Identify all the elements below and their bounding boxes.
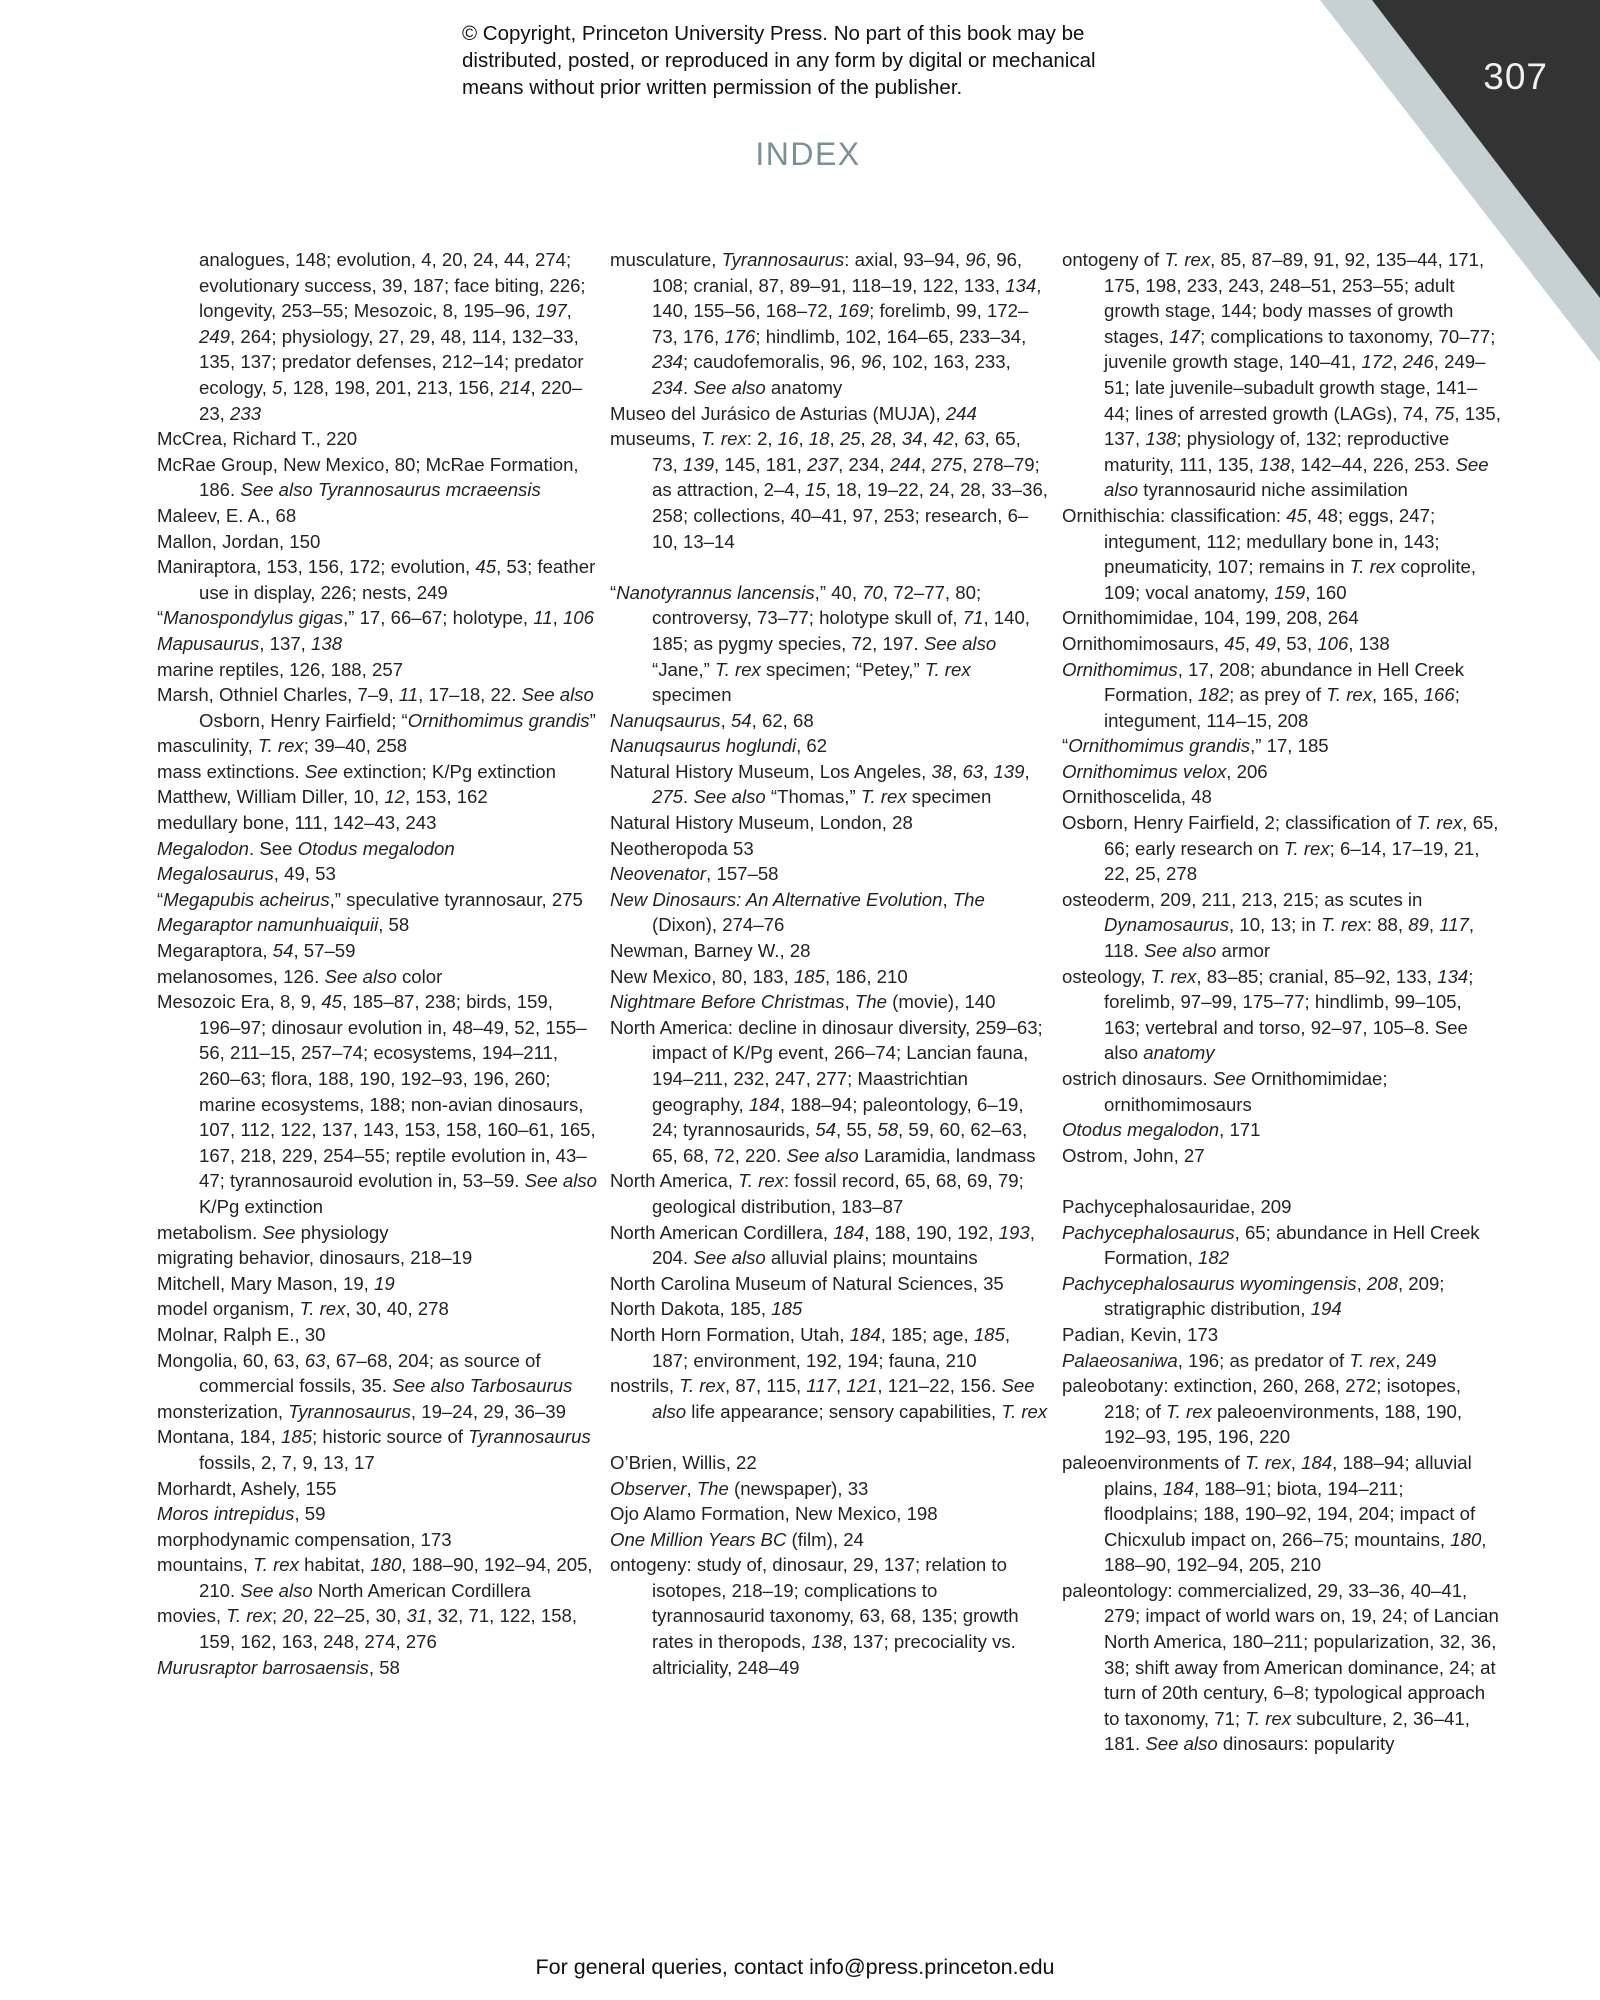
index-entry: monsterization, Tyrannosaurus, 19–24, 29, 36–39 xyxy=(157,1400,566,1422)
index-entry: Natural History Museum, London, 28 xyxy=(610,812,913,834)
index-entry: Nanuqsaurus hoglundi, 62 xyxy=(610,735,828,757)
index-entry: paleontology: commercialized, 29, 33–36, 40–41, 279; impact of world wars on, 19, 24; of Lancian North America, 180–211; popularization, 32, 36, 38; shift away from American dominance, 24; at turn of 20th century, 6–8; typological approach to taxonomy, 71; T. rex subculture, 2, 36–41, 181. See also dinosaurs: popularity xyxy=(1062,1579,1499,1755)
page-number: 307 xyxy=(1483,56,1548,97)
index-entry: ostrich dinosaurs. See Ornithomimidae; ornithomimosaurs xyxy=(1062,1068,1388,1115)
index-entry: migrating behavior, dinosaurs, 218–19 xyxy=(157,1247,473,1269)
index-entry: New Dinosaurs: An Alternative Evolution, The (Dixon), 274–76 xyxy=(610,888,985,936)
index-entry: Otodus megalodon, 171 xyxy=(1062,1119,1261,1141)
index-entry: Nightmare Before Christmas, The (movie), 140 xyxy=(610,991,996,1013)
index-entry: paleoenvironments of T. rex, 184, 188–94; alluvial plains, 184, 188–91; biota, 194–211; floodplains; 188, 190–92, 194, 204; impact of Chicxulub impact on, 266–75; mountains, 180, 188–90, 192–94, 205, 210 xyxy=(1062,1451,1487,1576)
index-entry: North Horn Formation, Utah, 184, 185; age, 185, 187; environment, 192, 194; fauna, 210 xyxy=(610,1323,1011,1371)
index-entry: medullary bone, 111, 142–43, 243 xyxy=(157,812,437,834)
index-entry: Pachycephalosaurus wyomingensis, 208, 209; stratigraphic distribution, 194 xyxy=(1062,1272,1445,1320)
index-entry: Marsh, Othniel Charles, 7–9, 11, 17–18, 22. See also Osborn, Henry Fairfield; “Ornithomimus grandis” xyxy=(157,684,596,731)
index-entry: Montana, 184, 185; historic source of Tyrannosaurus fossils, 2, 7, 9, 13, 17 xyxy=(157,1426,591,1473)
index-entry: Morhardt, Ashely, 155 xyxy=(157,1477,337,1499)
index-entry: McCrea, Richard T., 220 xyxy=(157,428,358,450)
copyright-line: distributed, posted, or reproduced in any form by digital or mechanical xyxy=(462,49,1096,72)
index-entry: Pachycephalosauridae, 209 xyxy=(1062,1195,1292,1217)
index-spacer xyxy=(610,1424,1050,1450)
index-entry: One Million Years BC (film), 24 xyxy=(610,1528,864,1550)
index-entry: osteology, T. rex, 83–85; cranial, 85–92, 133, 134; forelimb, 97–99, 175–77; hindlimb, 99–105, 163; vertebral and torso, 92–97, 105–8. See also anatomy xyxy=(1062,965,1474,1064)
index-entry: ontogeny of T. rex, 85, 87–89, 91, 92, 135–44, 171, 175, 198, 233, 243, 248–51, 253–55; adult growth stage, 144; body masses of growth stages, 147; complications to taxonomy, 70–77; juvenile growth stage, 140–41, 172, 246, 249–51; late juvenile–subadult growth stage, 141–44; lines of arrested growth (LAGs), 74, 75, 135, 137, 138; physiology of, 132; reproductive maturity, 111, 135, 138, 142–44, 226, 253. See also tyrannosaurid niche assimilation xyxy=(1062,249,1501,501)
index-entry: New Mexico, 80, 183, 185, 186, 210 xyxy=(610,965,908,987)
index-entry: Neovenator, 157–58 xyxy=(610,863,779,885)
index-entry: Megaraptor namunhuaiquii, 58 xyxy=(157,914,410,936)
index-entry: Matthew, William Diller, 10, 12, 153, 162 xyxy=(157,786,488,808)
index-entry: North America: decline in dinosaur diversity, 259–63; impact of K/Pg event, 266–74; Lancian fauna, 194–211, 232, 247, 277; Maastrichtian geography, 184, 188–94; paleontology, 6–19, 24; tyrannosaurids, 54, 55, 58, 59, 60, 62–63, 65, 68, 72, 220. See also Laramidia, landmass xyxy=(610,1016,1043,1166)
index-entry: movies, T. rex; 20, 22–25, 30, 31, 32, 71, 122, 158, 159, 162, 163, 248, 274, 276 xyxy=(157,1605,578,1653)
index-entry: Mapusaurus, 137, 138 xyxy=(157,632,343,654)
index-entry: Pachycephalosaurus, 65; abundance in Hell Creek Formation, 182 xyxy=(1062,1221,1480,1269)
copyright-line: means without prior written permission of the publisher. xyxy=(462,76,963,99)
index-entry: metabolism. See physiology xyxy=(157,1221,389,1243)
index-entry: Osborn, Henry Fairfield, 2; classification of T. rex, 65, 66; early research on T. rex; 6–14, 17–19, 21, 22, 25, 278 xyxy=(1062,812,1499,885)
index-entry: nostrils, T. rex, 87, 115, 117, 121, 121–22, 156. See also life appearance; sensory capabilities, T. rex xyxy=(610,1375,1048,1422)
index-entry: museums, T. rex: 2, 16, 18, 25, 28, 34, 42, 63, 65, 73, 139, 145, 181, 237, 234, 244, 275, 278–79; as attraction, 2–4, 15, 18, 19–22, 24, 28, 33–36, 258; collections, 40–41, 97, 253; research, 6–10, 13–14 xyxy=(610,428,1048,552)
index-entry: Ornithomimosaurs, 45, 49, 53, 106, 138 xyxy=(1062,632,1390,654)
index-entry: Molnar, Ralph E., 30 xyxy=(157,1323,326,1345)
index-entry: model organism, T. rex, 30, 40, 278 xyxy=(157,1298,449,1320)
index-entry: ontogeny: study of, dinosaur, 29, 137; relation to isotopes, 218–19; complications to tyrannosaurid taxonomy, 63, 68, 135; growth rates in theropods, 138, 137; precociality vs. altriciality, 248–49 xyxy=(610,1554,1019,1678)
index-entry: “Ornithomimus grandis,” 17, 185 xyxy=(1062,735,1329,757)
index-entry: melanosomes, 126. See also color xyxy=(157,965,443,987)
index-column-2 xyxy=(610,247,1050,1680)
index-entry: North Carolina Museum of Natural Sciences, 35 xyxy=(610,1272,1004,1294)
index-entry: morphodynamic compensation, 173 xyxy=(157,1528,452,1550)
index-entry: “Manospondylus gigas,” 17, 66–67; holotype, 11, 106 xyxy=(157,607,594,629)
index-entry: Ornithoscelida, 48 xyxy=(1062,786,1212,808)
index-entry: Maniraptora, 153, 156, 172; evolution, 45, 53; feather use in display, 226; nests, 249 xyxy=(157,556,596,603)
index-entry: Megaraptora, 54, 57–59 xyxy=(157,940,356,962)
index-spacer xyxy=(1062,1168,1502,1194)
index-column-3 xyxy=(1062,247,1502,1757)
index-entry: Ornithomimidae, 104, 199, 208, 264 xyxy=(1062,607,1359,629)
index-entry: osteoderm, 209, 211, 213, 215; as scutes in Dynamosaurus, 10, 13; in T. rex: 88, 89, 117, 118. See also armor xyxy=(1062,888,1475,962)
index-entry: Palaeosaniwa, 196; as predator of T. rex, 249 xyxy=(1062,1349,1437,1371)
index-entry: North America, T. rex: fossil record, 65, 68, 69, 79; geological distribution, 183–87 xyxy=(610,1170,1024,1217)
index-entry: musculature, Tyrannosaurus: axial, 93–94, 96, 96, 108; cranial, 87, 89–91, 118–19, 122, 133, 134, 140, 155–56, 168–72, 169; forelimb, 99, 172–73, 176, 176; hindlimb, 102, 164–65, 233–34, 234; caudofemoralis, 96, 96, 102, 163, 233, 234. See also anatomy xyxy=(610,249,1042,398)
index-entry: Museo del Jurásico de Asturias (MUJA), 244 xyxy=(610,402,977,424)
index-entry: Megalosaurus, 49, 53 xyxy=(157,863,336,885)
index-entry: “Megapubis acheirus,” speculative tyrannosaur, 275 xyxy=(157,888,583,910)
index-entry: Murusraptor barrosaensis, 58 xyxy=(157,1656,400,1678)
index-entry: Maleev, E. A., 68 xyxy=(157,504,297,526)
footer-contact: For general queries, contact info@press.princeton.edu xyxy=(535,1955,1055,1979)
index-entry: Natural History Museum, Los Angeles, 38, 63, 139, 275. See also “Thomas,” T. rex specimen xyxy=(610,760,1030,808)
index-entry: Megalodon. See Otodus megalodon xyxy=(157,837,455,859)
index-entry: Mitchell, Mary Mason, 19, 19 xyxy=(157,1272,395,1294)
index-entry: mass extinctions. See extinction; K/Pg extinction xyxy=(157,760,556,782)
index-entry: Ornithomimus velox, 206 xyxy=(1062,760,1268,782)
index-spacer xyxy=(610,554,1050,580)
index-entry: Ojo Alamo Formation, New Mexico, 198 xyxy=(610,1503,938,1525)
index-entry: McRae Group, New Mexico, 80; McRae Formation, 186. See also Tyrannosaurus mcraeensis xyxy=(157,453,579,501)
index-entry: Mallon, Jordan, 150 xyxy=(157,530,321,552)
index-entry: North Dakota, 185, 185 xyxy=(610,1298,803,1320)
index-entry: Ostrom, John, 27 xyxy=(1062,1144,1205,1166)
index-entry: Observer, The (newspaper), 33 xyxy=(610,1477,869,1499)
index-entry: masculinity, T. rex; 39–40, 258 xyxy=(157,735,408,757)
index-entry: Ornithomimus, 17, 208; abundance in Hell Creek Formation, 182; as prey of T. rex, 165, 166; integument, 114–15, 208 xyxy=(1062,658,1465,731)
index-entry: Nanuqsaurus, 54, 62, 68 xyxy=(610,709,814,731)
index-entry: North American Cordillera, 184, 188, 190, 192, 193, 204. See also alluvial plains; mountains xyxy=(610,1221,1035,1269)
index-column-1 xyxy=(157,247,597,1680)
index-entry: “Nanotyrannus lancensis,” 40, 70, 72–77, 80; controversy, 73–77; holotype skull of, 71, 140, 185; as pygmy species, 72, 197. See also “Jane,” T. rex specimen; “Petey,” T. rex specimen xyxy=(610,581,1030,706)
index-entry: analogues, 148; evolution, 4, 20, 24, 44, 274; evolutionary success, 39, 187; face biting, 226; longevity, 253–55; Mesozoic, 8, 195–96, 197, 249, 264; physiology, 27, 29, 48, 114, 132–33, 135, 137; predator defenses, 212–14; predator ecology, 5, 128, 198, 201, 213, 156, 214, 220–23, 233 xyxy=(199,249,586,424)
page-title: INDEX xyxy=(755,136,861,172)
index-entry: Moros intrepidus, 59 xyxy=(157,1503,326,1525)
index-entry: Mesozoic Era, 8, 9, 45, 185–87, 238; birds, 159, 196–97; dinosaur evolution in, 48–49, 52, 155–56, 211–15, 257–74; ecosystems, 194–211, 260–63; flora, 188, 190, 192–93, 196, 260; marine ecosystems, 188; non-avian dinosaurs, 107, 112, 122, 137, 143, 153, 158, 160–61, 165, 167, 218, 229, 254–55; reptile evolution in, 43–47; tyrannosauroid evolution in, 53–59. See also K/Pg extinction xyxy=(157,991,597,1217)
index-entry: Padian, Kevin, 173 xyxy=(1062,1323,1219,1345)
copyright-line: © Copyright, Princeton University Press. No part of this book may be xyxy=(462,22,1085,45)
index-entry: Newman, Barney W., 28 xyxy=(610,940,811,962)
index-entry: mountains, T. rex habitat, 180, 188–90, 192–94, 205, 210. See also North American Cordillera xyxy=(157,1554,593,1601)
index-entry: Mongolia, 60, 63, 63, 67–68, 204; as source of commercial fossils, 35. See also Tarbosaurus xyxy=(157,1349,573,1397)
index-entry: Ornithischia: classification: 45, 48; eggs, 247; integument, 112; medullary bone in, 143; pneumaticity, 107; remains in T. rex coprolite, 109; vocal anatomy, 159, 160 xyxy=(1062,504,1477,603)
index-entry: O’Brien, Willis, 22 xyxy=(610,1451,757,1473)
index-entry: paleobotany: extinction, 260, 268, 272; isotopes, 218; of T. rex paleoenvironments, 188, 190, 192–93, 195, 196, 220 xyxy=(1062,1375,1462,1448)
index-entry: Neotheropoda 53 xyxy=(610,837,754,859)
index-entry: marine reptiles, 126, 188, 257 xyxy=(157,658,404,680)
